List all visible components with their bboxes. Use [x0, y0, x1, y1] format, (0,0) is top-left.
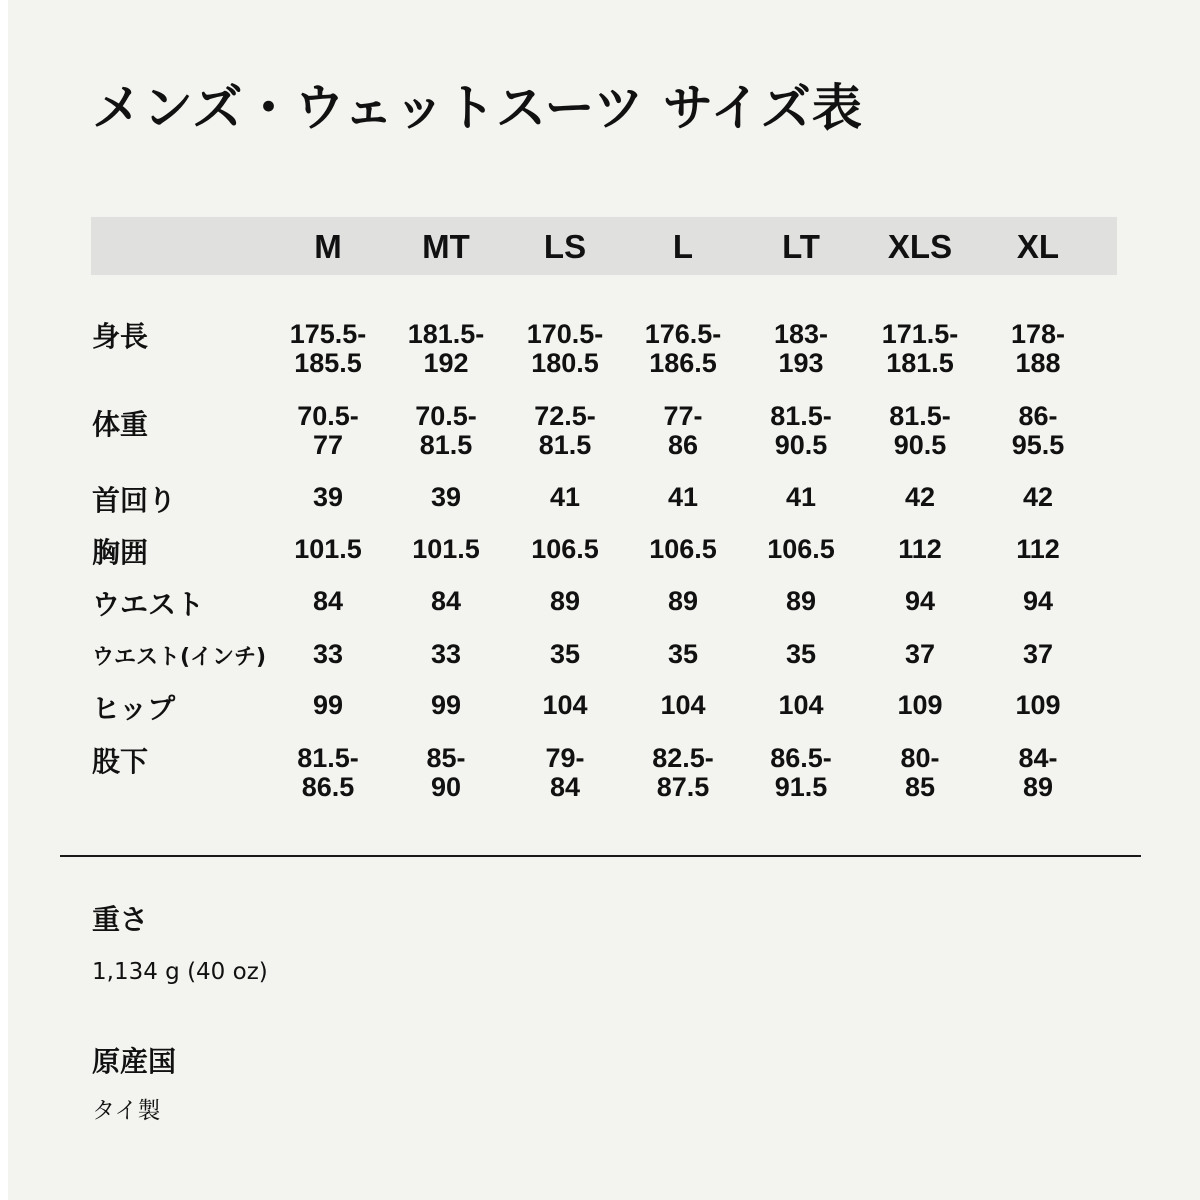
cell-line: 171.5- — [881, 319, 959, 349]
cell-line: 185.5 — [294, 348, 362, 378]
cell-line: 101.5 — [294, 534, 362, 564]
cell-line: 192 — [423, 348, 469, 378]
table-cell — [273, 483, 383, 512]
cell-line: 94 — [1022, 586, 1054, 616]
origin-label: 原産国 — [92, 1045, 177, 1078]
cell-line: 112 — [1016, 534, 1060, 564]
row-label: 胸囲 — [92, 536, 149, 569]
cell-line: 86.5- — [770, 743, 832, 773]
table-cell — [865, 691, 975, 720]
row-label: 股下 — [92, 745, 149, 778]
cell-line: 104 — [778, 690, 824, 720]
table-cell — [273, 691, 383, 720]
cell-line: 77 — [312, 430, 344, 460]
cell-line: 37 — [904, 639, 936, 669]
cell-line: 84- — [1018, 743, 1058, 773]
row-label: 体重 — [92, 408, 149, 441]
table-cell — [983, 535, 1093, 564]
table-cell — [510, 691, 620, 720]
cell-line: 77- — [663, 401, 703, 431]
cell-line: 42 — [904, 482, 936, 512]
cell-line: 104 — [660, 690, 706, 720]
cell-line: 181.5- — [407, 319, 485, 349]
table-cell — [391, 691, 501, 720]
cell-line: 89 — [785, 586, 817, 616]
cell-line: 106.5 — [767, 534, 835, 564]
row-label: 首回り — [92, 484, 177, 517]
cell-line: 181.5 — [886, 348, 954, 378]
cell-line: 84 — [312, 586, 344, 616]
cell-line: 81.5 — [538, 430, 592, 460]
table-cell — [983, 691, 1093, 720]
cell-line: 176.5- — [644, 319, 722, 349]
cell-line: 109 — [1015, 690, 1061, 720]
table-cell — [983, 587, 1093, 616]
cell-line: 81.5 — [419, 430, 473, 460]
cell-line: 86- — [1018, 401, 1058, 431]
cell-line: 86 — [667, 430, 699, 460]
table-cell — [273, 587, 383, 616]
cell-line: 90 — [430, 772, 462, 802]
cell-line: 35 — [549, 639, 581, 669]
size-header-l: L — [672, 228, 694, 265]
cell-line: 99 — [312, 690, 344, 720]
cell-line: 86.5 — [301, 772, 355, 802]
cell-line: 89 — [667, 586, 699, 616]
table-cell — [510, 535, 620, 564]
table-cell — [628, 744, 738, 802]
cell-line: 39 — [312, 482, 344, 512]
table-cell — [983, 320, 1093, 378]
table-cell — [746, 691, 856, 720]
cell-line: 79- — [545, 743, 585, 773]
cell-line: 183- — [773, 319, 829, 349]
size-chart-page — [8, 0, 1200, 1200]
cell-line: 35 — [785, 639, 817, 669]
table-cell — [391, 640, 501, 669]
cell-line: 33 — [312, 639, 344, 669]
cell-line: 89 — [1022, 772, 1054, 802]
cell-line: 90.5 — [893, 430, 947, 460]
weight-label: 重さ — [92, 903, 149, 936]
table-cell — [510, 483, 620, 512]
table-cell — [628, 640, 738, 669]
cell-line: 33 — [430, 639, 462, 669]
table-cell — [746, 535, 856, 564]
table-cell — [391, 483, 501, 512]
cell-line: 193 — [778, 348, 824, 378]
table-cell — [983, 483, 1093, 512]
cell-line: 81.5- — [889, 401, 951, 431]
table-cell — [273, 402, 383, 460]
cell-line: 35 — [667, 639, 699, 669]
row-label: ウエスト(インチ) — [92, 645, 267, 670]
table-cell — [391, 402, 501, 460]
cell-line: 109 — [897, 690, 943, 720]
row-label: ウエスト — [92, 588, 205, 621]
cell-line: 178- — [1010, 319, 1066, 349]
cell-line: 90.5 — [774, 430, 828, 460]
table-cell — [628, 691, 738, 720]
table-cell — [865, 744, 975, 802]
size-header-ls: LS — [543, 228, 587, 265]
table-cell — [628, 483, 738, 512]
cell-line: 41 — [549, 482, 581, 512]
size-header-mt: MT — [422, 228, 470, 265]
cell-line: 104 — [542, 690, 588, 720]
cell-line: 175.5- — [289, 319, 367, 349]
table-cell — [391, 320, 501, 378]
table-cell — [746, 640, 856, 669]
cell-line: 180.5 — [531, 348, 599, 378]
table-cell — [273, 640, 383, 669]
size-header-m: M — [314, 228, 342, 265]
table-cell — [391, 535, 501, 564]
table-cell — [983, 744, 1093, 802]
page-title: メンズ・ウェットスーツ サイズ表 — [92, 79, 863, 137]
table-cell — [865, 402, 975, 460]
cell-line: 188 — [1015, 348, 1061, 378]
cell-line: 70.5- — [297, 401, 359, 431]
table-cell — [865, 587, 975, 616]
table-cell — [391, 587, 501, 616]
cell-line: 42 — [1022, 482, 1054, 512]
table-cell — [273, 320, 383, 378]
cell-line: 106.5 — [531, 534, 599, 564]
cell-line: 186.5 — [649, 348, 717, 378]
table-cell — [865, 320, 975, 378]
size-header-xls: XLS — [887, 228, 953, 265]
cell-line: 87.5 — [656, 772, 710, 802]
table-cell — [983, 640, 1093, 669]
table-cell — [865, 483, 975, 512]
cell-line: 95.5 — [1011, 430, 1065, 460]
table-cell — [510, 587, 620, 616]
size-header-lt: LT — [782, 228, 820, 265]
cell-line: 91.5 — [774, 772, 828, 802]
cell-line: 170.5- — [526, 319, 604, 349]
cell-line: 85- — [426, 743, 466, 773]
table-cell — [865, 535, 975, 564]
cell-line: 84 — [430, 586, 462, 616]
table-cell — [865, 640, 975, 669]
cell-line: 101.5 — [412, 534, 480, 564]
table-cell — [746, 587, 856, 616]
row-label: 身長 — [92, 320, 149, 353]
cell-line: 72.5- — [534, 401, 596, 431]
table-cell — [628, 320, 738, 378]
table-cell — [628, 587, 738, 616]
table-cell — [510, 744, 620, 802]
cell-line: 37 — [1022, 639, 1054, 669]
table-cell — [628, 402, 738, 460]
cell-line: 81.5- — [297, 743, 359, 773]
table-cell — [510, 320, 620, 378]
table-cell — [746, 744, 856, 802]
table-cell — [746, 483, 856, 512]
weight-value: 1,134 g (40 oz) — [92, 959, 268, 985]
table-cell — [273, 744, 383, 802]
cell-line: 99 — [430, 690, 462, 720]
table-cell — [510, 402, 620, 460]
table-cell — [391, 744, 501, 802]
table-cell — [273, 535, 383, 564]
table-cell — [746, 320, 856, 378]
cell-line: 89 — [549, 586, 581, 616]
cell-line: 106.5 — [649, 534, 717, 564]
table-cell — [628, 535, 738, 564]
cell-line: 112 — [898, 534, 942, 564]
table-cell — [510, 640, 620, 669]
table-cell — [983, 402, 1093, 460]
size-header-xl: XL — [1016, 228, 1060, 265]
divider — [60, 855, 1141, 857]
cell-line: 70.5- — [415, 401, 477, 431]
cell-line: 39 — [430, 482, 462, 512]
cell-line: 80- — [900, 743, 940, 773]
table-cell — [746, 402, 856, 460]
row-label: ヒップ — [92, 692, 176, 725]
cell-line: 85 — [904, 772, 936, 802]
cell-line: 94 — [904, 586, 936, 616]
cell-line: 81.5- — [770, 401, 832, 431]
cell-line: 82.5- — [652, 743, 714, 773]
origin-value: タイ製 — [92, 1098, 161, 1124]
cell-line: 84 — [549, 772, 581, 802]
cell-line: 41 — [785, 482, 817, 512]
cell-line: 41 — [667, 482, 699, 512]
